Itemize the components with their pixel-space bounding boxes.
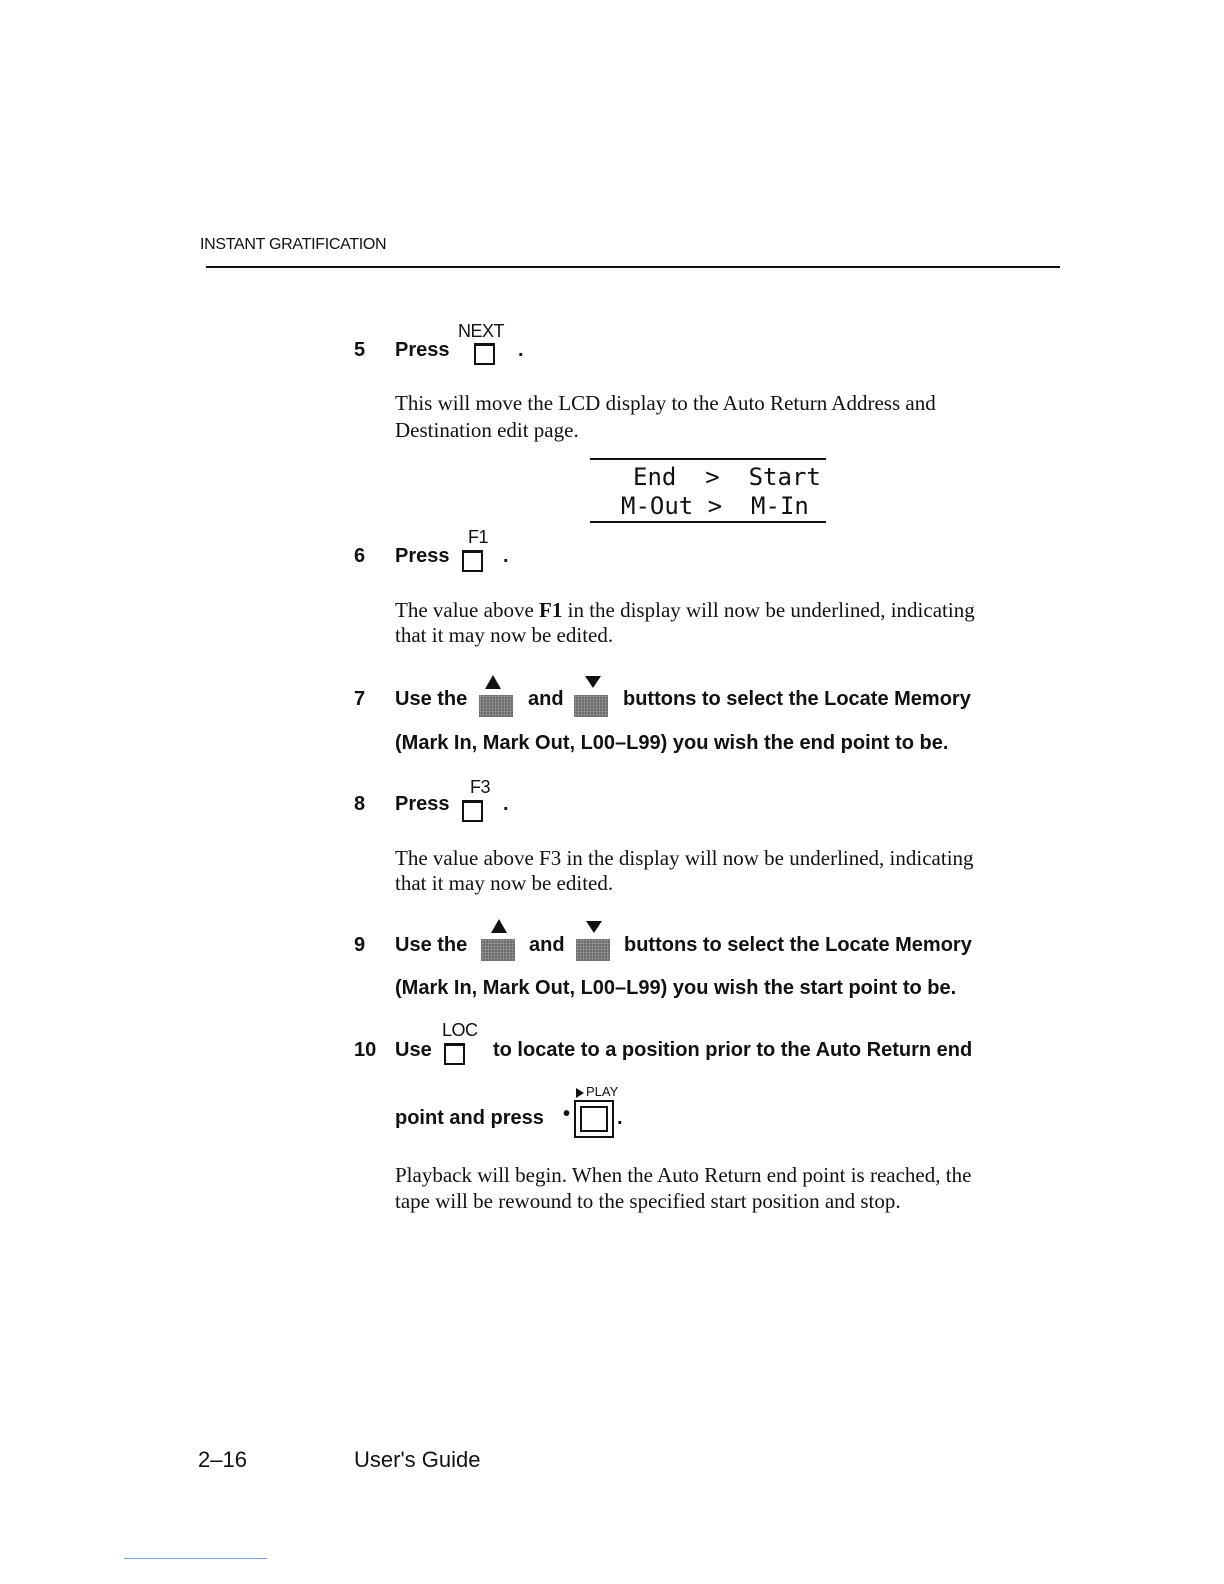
step-7-use: Use the (395, 688, 468, 710)
page-number: 2–16 (198, 1447, 247, 1472)
step-10-rest: to locate to a position prior to the Auto Return end (493, 1039, 973, 1061)
step-10-period: . (617, 1107, 623, 1129)
step-10-number: 10 (354, 1039, 377, 1061)
step-10-use: Use (395, 1039, 432, 1061)
step-9-use: Use the (395, 934, 468, 956)
step-7-rest: buttons to select the Locate Memory (623, 688, 971, 710)
step-5-body-line1: This will move the LCD display to the Auto Return Address and (395, 391, 936, 415)
step-10-line2: point and press (395, 1107, 544, 1129)
down-arrow-icon (586, 921, 602, 933)
step-6-text: Press (395, 545, 450, 567)
lcd-top-rule (590, 458, 826, 460)
step-6-body-line1: The value above F1 in the display will now be underlined, indicating (395, 598, 975, 622)
up-key-icon (481, 939, 515, 961)
step-5-period: . (518, 339, 524, 361)
step-6-number: 6 (354, 545, 366, 567)
step-7-line2: (Mark In, Mark Out, L00–L99) you wish the end point to be. (395, 732, 949, 754)
step-6-period: . (503, 545, 509, 567)
lcd-row-2: M-Out > M-In (621, 492, 809, 520)
f1-key-icon (462, 550, 483, 572)
down-arrow-icon (585, 676, 601, 688)
up-arrow-icon (485, 675, 501, 689)
up-key-icon (479, 695, 513, 717)
step-8-text: Press (395, 793, 450, 815)
step-8-body-line1: The value above F3 in the display will now be underlined, indicating (395, 846, 974, 870)
loc-key-label: LOC (442, 1020, 478, 1040)
f3-key-icon (462, 800, 483, 822)
step-8-period: . (503, 793, 509, 815)
step-5-number: 5 (354, 339, 366, 361)
down-key-icon (576, 939, 610, 961)
f1-key-label: F1 (468, 527, 489, 547)
play-key-label: PLAY (586, 1084, 619, 1099)
running-header: INSTANT GRATIFICATION (200, 236, 387, 253)
next-key-label: NEXT (458, 321, 505, 341)
play-arrow-icon (576, 1088, 584, 1098)
loc-key-icon (444, 1043, 465, 1065)
step-7-and: and (528, 688, 564, 710)
step-10-body-line1: Playback will begin. When the Auto Return end point is reached, the (395, 1163, 972, 1187)
step-8-number: 8 (354, 793, 366, 815)
step-5-text: Press (395, 339, 450, 361)
step-6-body-line2: that it may now be edited. (395, 623, 614, 647)
step-5-body-line2: Destination edit page. (395, 418, 579, 442)
step-9-and: and (529, 934, 565, 956)
guide-title: User's Guide (354, 1447, 481, 1472)
bullet-icon: • (563, 1103, 571, 1125)
up-arrow-icon (491, 919, 507, 933)
bottom-rule (124, 1558, 267, 1559)
step-9-number: 9 (354, 934, 366, 956)
f3-key-label: F3 (470, 777, 491, 797)
header-rule (206, 266, 1060, 268)
lcd-row-1: End > Start (633, 463, 821, 491)
next-key-icon (474, 343, 495, 365)
step-9-line2: (Mark In, Mark Out, L00–L99) you wish the start point to be. (395, 977, 957, 999)
step-9-rest: buttons to select the Locate Memory (624, 934, 972, 956)
lcd-bottom-rule (590, 521, 826, 523)
step-8-body-line2: that it may now be edited. (395, 871, 614, 895)
play-key-icon (574, 1100, 614, 1138)
step-7-number: 7 (354, 688, 366, 710)
step-10-body-line2: tape will be rewound to the specified start position and stop. (395, 1189, 901, 1213)
down-key-icon (574, 695, 608, 717)
